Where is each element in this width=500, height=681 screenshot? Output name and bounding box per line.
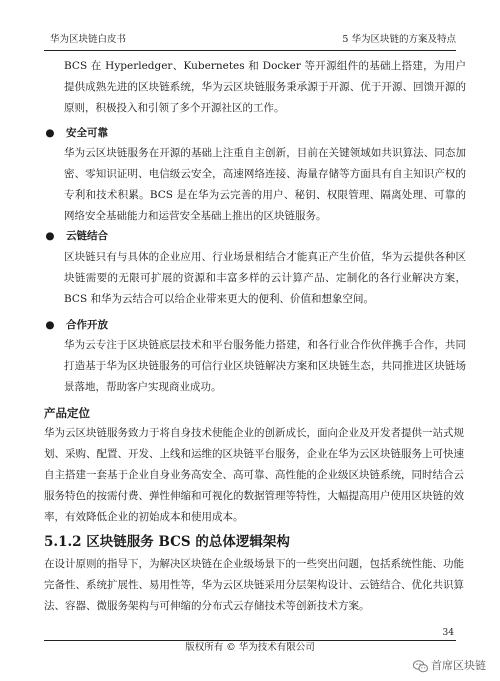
security-paragraph: 华为云区块链服务在开源的基础上注重自主创新，目前在关键领域如共识算法、同态加密、零知识证明、电信级云安全，高速网络连接、海量存储等方面具有自主知识产权的专利和技术积累。BCS 是在华为云完善的用户、秘钥、权限管理、隔离处理、可靠的网络安全基础能力和运营安全基础上推出的区块链服务。 [64, 147, 466, 222]
watermark [413, 656, 486, 676]
intro-paragraph: BCS 在 Hyperledger、Kubernetes 和 Docker 等开源组件的基础上搭建，为用户提供成熟先进的区块链系统，华为云区块链服务秉承源于开源、优于开源、回馈开源的原则，积极投入和引领了多个开源社区的工作。 [64, 60, 466, 114]
bullet-title-cloud-chain: 云链结合 [66, 230, 108, 242]
copyright-line: 版权所有 © 华为技术有限公司 [185, 642, 315, 653]
cooperation-paragraph: 华为云专注于区块链底层技术和平台服务能力搭建，和各行业合作伙伴携手合作，共同打造基于华为区块链服务的可信行业区块链解决方案和区块链生态，共同推进区块链场景落地，帮助客户实现商业成功。 [64, 339, 466, 393]
positioning-heading: 产品定位 [44, 406, 90, 420]
architecture-paragraph: 在设计原则的指导下，为解决区块链在企业级场景下的一些突出问题，包括系统性能、功能完备性、系统扩展性、易用性等，华为云区块链采用分层架构设计、云链结合、优化共识算法、容器、微服务架构与可伸缩的分布式云存储技术等创新技术方案。 [44, 558, 464, 612]
bullet-title-security: 安全可靠 [66, 127, 108, 139]
architecture-heading: 5.1.2 区块链服务 BCS 的总体逻辑架构 [44, 534, 290, 550]
positioning-paragraph: 华为云区块链服务致力于将自身技术使能企业的创新成长，面向企业及开发者提供一站式规划、采购、配置、开发、上线和运维的区块链平台服务，企业在华为云区块链服务上可快速自主搭建一套基于企业自身业务高安全、高可靠、高性能的企业级区块链系统，同时结合云服务特色的按需付费、弹性伸缩和可视化的数据管理等特性，大幅提高用户使用区块链的效率，有效降低企业的初始成本和使用成本。 [44, 427, 464, 523]
page-number: 34 [442, 628, 454, 638]
bullet-dot: ● [45, 127, 55, 139]
header-doc-title: 华为区块链白皮书 [50, 34, 127, 45]
bullet-dot: ● [45, 230, 55, 242]
bullet-title-cooperation: 合作开放 [66, 319, 108, 331]
bullet-dot: ● [45, 319, 55, 331]
header-chapter-title: 5 华为区块链的方案及特点 [342, 34, 456, 45]
header-rule [44, 50, 456, 51]
wechat-icon [413, 660, 428, 673]
cloud-chain-paragraph: 区块链只有与具体的企业应用、行业场景相结合才能真正产生价值，华为云提供各种区块链需要的无限可扩展的资源和丰富多样的云计算产品、定制化的各行业解决方案，BCS 和华为云结合可以给企业带来更大的便利、价值和想象空间。 [64, 251, 466, 305]
watermark-text: 首席区块链 [431, 659, 486, 672]
page-header [44, 32, 456, 48]
